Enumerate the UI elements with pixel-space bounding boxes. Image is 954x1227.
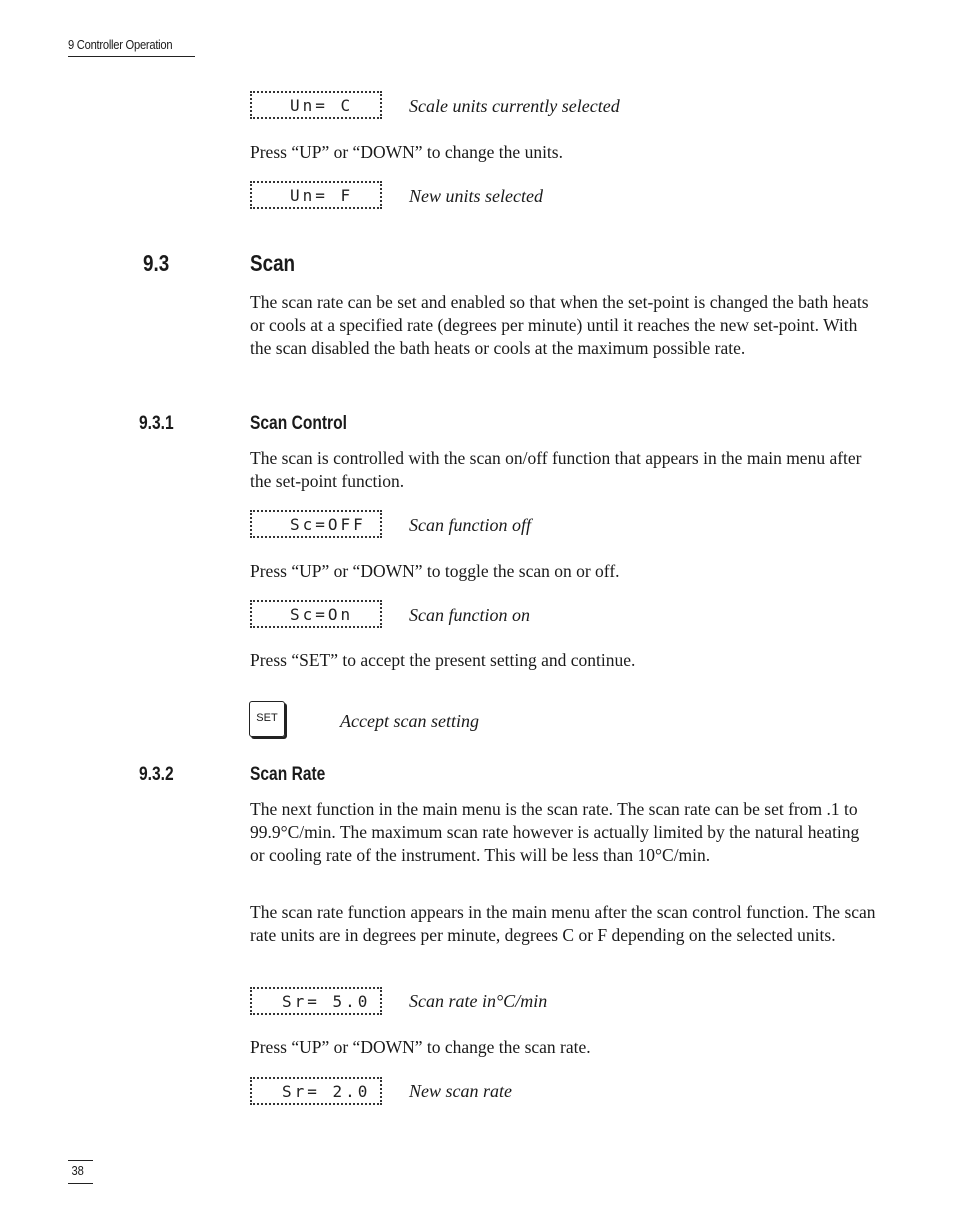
running-head (68, 36, 195, 57)
paragraph-toggle: Press “UP” or “DOWN” to toggle the scan on or off. (250, 561, 620, 581)
section-number-text: 9.3.2 (139, 764, 174, 785)
lcd-display-scan-off: Sc=OFF (250, 510, 382, 538)
section-title-scan-control (250, 412, 368, 436)
lcd-display-units-c: Un= C (250, 91, 382, 119)
lcd-display-scan-rate-5: Sr= 5.0 (250, 987, 382, 1015)
caption-scan-on: Scan function on (409, 605, 530, 625)
section-title-text: Scan Control (250, 413, 347, 434)
set-key-icon: SET (249, 701, 285, 737)
paragraph-scan-intro: The scan rate can be set and enabled so that when the set-point is changed the bath heats or cools at a specified rate (degrees per minute) until it reaches the new set-point. With the scan disabled the bath heats or cools at the maximum possible rate. (250, 292, 869, 358)
section-number-9-3-1 (139, 412, 181, 436)
section-number-9-3 (143, 249, 175, 277)
paragraph-scan-control: The scan is controlled with the scan on/off function that appears in the main menu after the set-point function. (250, 448, 862, 491)
caption-scan-off: Scan function off (409, 515, 531, 535)
lcd-display-scan-rate-2: Sr= 2.0 (250, 1077, 382, 1105)
running-head-text: 9 Controller Operation (68, 37, 173, 52)
caption-set-key: Accept scan setting (340, 711, 479, 731)
lcd-display-scan-on: Sc=On (250, 600, 382, 628)
section-title-text: Scan (250, 250, 296, 276)
page-number (68, 1160, 93, 1184)
section-number-text: 9.3 (143, 250, 170, 276)
section-number-text: 9.3.1 (139, 413, 174, 434)
section-title-scan (250, 249, 305, 277)
caption-units-f: New units selected (409, 186, 543, 206)
section-number-9-3-2 (139, 763, 181, 787)
paragraph-change-units: Press “UP” or “DOWN” to change the units. (250, 142, 563, 162)
page-number-text: 38 (71, 1163, 84, 1178)
section-title-text: Scan Rate (250, 764, 326, 785)
caption-units-c: Scale units currently selected (409, 96, 620, 116)
paragraph-scan-rate-2: The scan rate function appears in the main menu after the scan control function. The scan rate units are in degrees per minute, degrees C or F depending on the selected units. (250, 902, 876, 945)
caption-scan-rate-2: New scan rate (409, 1081, 512, 1101)
paragraph-set: Press “SET” to accept the present setting and continue. (250, 650, 636, 670)
section-title-scan-rate (250, 763, 342, 787)
paragraph-scan-rate-1: The next function in the main menu is the scan rate. The scan rate can be set from .1 to 99.9°C/min. The maximum scan rate however is actually limited by the natural heating or cooling rate of the instrument. This will be less than 10°C/min. (250, 799, 860, 865)
lcd-display-units-f: Un= F (250, 181, 382, 209)
paragraph-change-rate: Press “UP” or “DOWN” to change the scan rate. (250, 1037, 591, 1057)
caption-scan-rate-5: Scan rate in°C/min (409, 991, 548, 1011)
